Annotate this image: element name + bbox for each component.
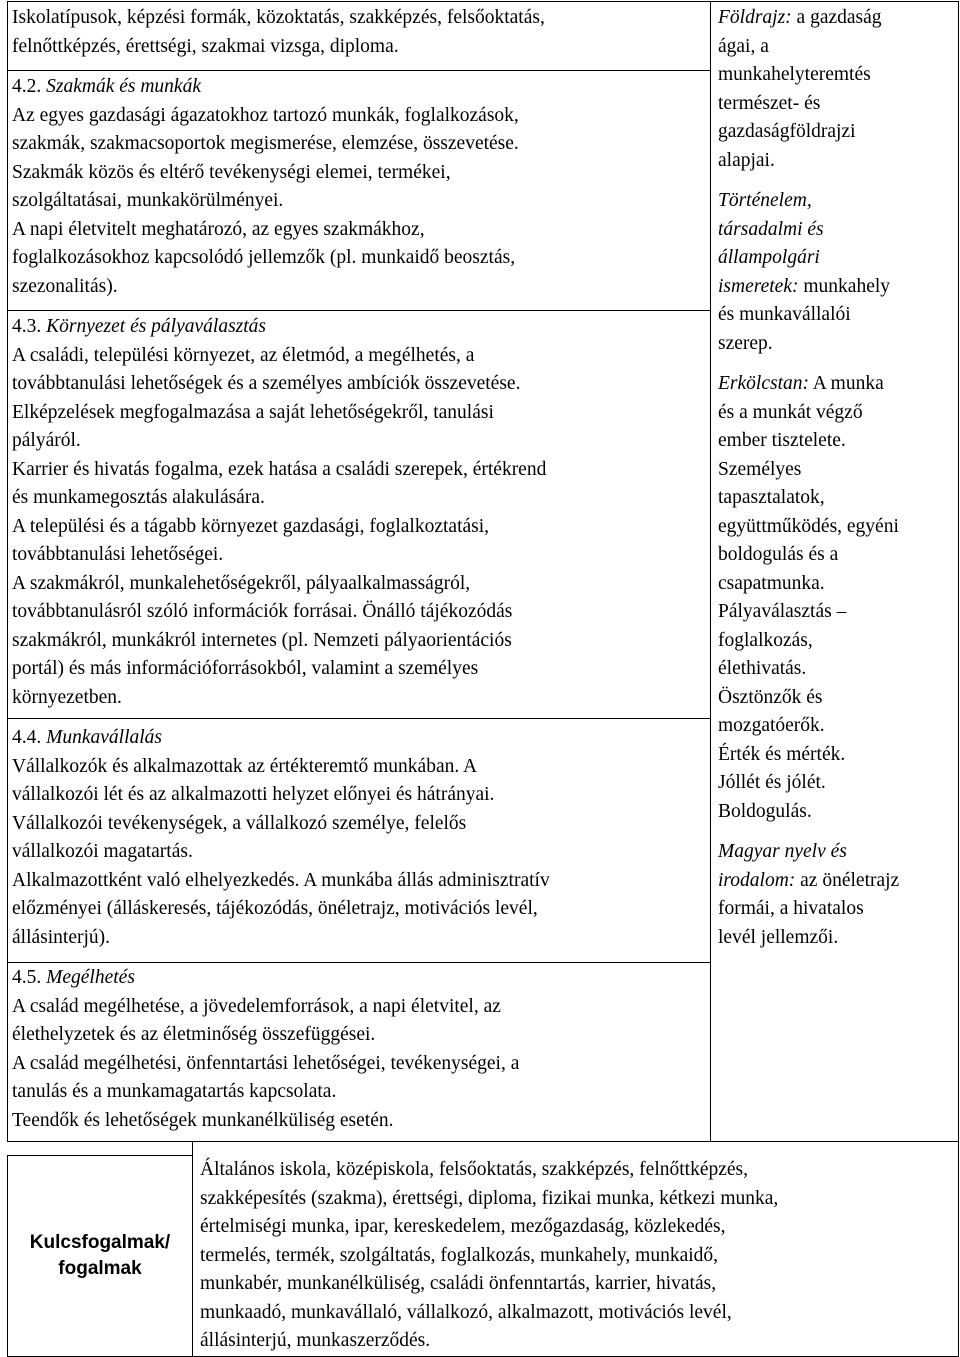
line-text: az önéletrajz bbox=[795, 869, 900, 891]
spacer bbox=[12, 61, 707, 73]
text-line bbox=[718, 655, 956, 684]
line-text: Elképzelések megfogalmazása a saját lehetőségekről, tanulási bbox=[12, 401, 494, 423]
line-text: és a munkát végző bbox=[718, 401, 863, 423]
line-text: csapatmunka. bbox=[718, 572, 825, 594]
line-text: Vállalkozók és alkalmazottak az értékteremtő munkában. A bbox=[12, 755, 478, 777]
keywords-heading-line1: Kulcsfogalmak/ bbox=[29, 1232, 171, 1253]
line-text: a gazdaság bbox=[791, 7, 882, 28]
text-line bbox=[12, 342, 707, 371]
text-line bbox=[12, 313, 707, 342]
line-text: mozgatóerők. bbox=[718, 715, 825, 736]
line-text: Érték és mérték. bbox=[718, 743, 846, 765]
text-line bbox=[718, 273, 956, 302]
line-text: A családi, települési környezet, az életmód, a megélhetés, a bbox=[12, 344, 475, 366]
keyword-line: Általános iskola, középiskola, felsőoktatás, szakképzés, felnőttképzés, bbox=[200, 1159, 748, 1180]
text-line bbox=[718, 61, 956, 90]
line-text: továbbtanulási lehetőségei. bbox=[12, 544, 224, 565]
text-line bbox=[12, 216, 707, 245]
text-line bbox=[12, 753, 707, 782]
line-text: szolgáltatásai, munkakörülményei. bbox=[12, 190, 284, 211]
border-right bbox=[958, 1, 959, 1357]
line-text: foglalkozásokhoz kapcsolódó jellemzők (pl. munkaidő beosztás, bbox=[12, 247, 516, 268]
line-text: állásinterjú). bbox=[12, 926, 111, 948]
text-line bbox=[12, 159, 707, 188]
line-text: A szakmákról, munkalehetőségekről, pályaalkalmasságról, bbox=[12, 572, 471, 594]
text-line bbox=[12, 924, 707, 953]
subject-label: ismeretek: bbox=[718, 275, 799, 297]
text-line bbox=[12, 244, 707, 273]
line-text: A települési és a tágabb környezet gazdasági, foglalkoztatási, bbox=[12, 515, 490, 537]
text-line bbox=[12, 484, 707, 513]
keyword-line: állásinterjú, munkaszerződés. bbox=[200, 1330, 431, 1351]
text-line bbox=[718, 118, 956, 147]
line-text: pályáról. bbox=[12, 430, 81, 451]
text-line bbox=[718, 4, 956, 33]
text-line bbox=[12, 993, 707, 1022]
text-line bbox=[12, 838, 707, 867]
keywords-heading-line2: fogalmak bbox=[58, 1258, 142, 1279]
text-line bbox=[12, 570, 707, 599]
text-line bbox=[718, 216, 956, 245]
keywords-list bbox=[200, 1156, 956, 1356]
text-line bbox=[718, 187, 956, 216]
line-text: továbbtanulásról szóló információk forrásai. Önálló tájékozódás bbox=[12, 601, 513, 622]
main-content-column bbox=[12, 4, 707, 1135]
line-text: A család megélhetési, önfenntartási lehetőségei, tevékenységei, a bbox=[12, 1052, 520, 1074]
line-text: és munkamegosztás alakulására. bbox=[12, 487, 265, 508]
subject-label: Földrajz: bbox=[718, 7, 792, 28]
subject-label: Magyar nyelv és bbox=[718, 841, 847, 862]
text-line bbox=[718, 399, 956, 428]
text-line bbox=[12, 1078, 707, 1107]
subject-label: Történelem, bbox=[718, 190, 812, 211]
text-line bbox=[718, 598, 956, 627]
text-line bbox=[12, 655, 707, 684]
text-line bbox=[12, 867, 707, 896]
text-line bbox=[718, 301, 956, 330]
text-line bbox=[12, 781, 707, 810]
line-text: boldogulás és a bbox=[718, 544, 839, 565]
text-line bbox=[718, 484, 956, 513]
text-line bbox=[12, 73, 707, 102]
line-text: szerep. bbox=[718, 332, 773, 354]
text-line bbox=[718, 570, 956, 599]
text-line bbox=[12, 187, 707, 216]
text-line bbox=[718, 769, 956, 798]
text-line bbox=[12, 684, 707, 713]
kulcs-box-right bbox=[192, 1141, 193, 1357]
line-text: élethelyzetek és az életminőség összefüggései. bbox=[12, 1024, 376, 1045]
line-text: szakmákról, munkákról internetes (pl. Nemzeti pályaorientációs bbox=[12, 629, 512, 651]
line-text: Az egyes gazdasági ágazatokhoz tartozó munkák, foglalkozások, bbox=[12, 104, 519, 126]
line-text: Szakmák közös és eltérő tevékenységi elemei, termékei, bbox=[12, 161, 451, 183]
text-line bbox=[718, 684, 956, 713]
subject-label: társadalmi és bbox=[718, 218, 824, 240]
line-text: vállalkozói lét és az alkalmazotti helyzet előnyei és hátrányai. bbox=[12, 784, 495, 805]
text-line bbox=[12, 964, 707, 993]
text-line bbox=[718, 244, 956, 273]
text-line bbox=[718, 330, 956, 359]
text-line bbox=[718, 541, 956, 570]
line-text: Személyes bbox=[718, 458, 802, 480]
text-line bbox=[718, 370, 956, 399]
text-line bbox=[12, 427, 707, 456]
text-line bbox=[718, 838, 956, 867]
text-line bbox=[12, 1107, 707, 1136]
text-line bbox=[718, 456, 956, 485]
spacer bbox=[12, 301, 707, 313]
text-line bbox=[718, 513, 956, 542]
line-text: alapjai. bbox=[718, 149, 775, 171]
line-text: Karrier és hivatás fogalma, ezek hatása a családi szerepek, értékrend bbox=[12, 458, 547, 480]
section-title: Szakmák és munkák bbox=[46, 76, 201, 97]
text-line bbox=[12, 810, 707, 839]
text-line bbox=[12, 1021, 707, 1050]
keyword-line: szakképesítés (szakma), érettségi, diploma, fizikai munka, kétkezi munka, bbox=[200, 1187, 779, 1209]
text-line bbox=[718, 895, 956, 924]
text-line bbox=[718, 741, 956, 770]
line-text: továbbtanulási lehetőségek és a személyes ambíciók összevetése. bbox=[12, 373, 521, 394]
line-text: vállalkozói magatartás. bbox=[12, 841, 193, 862]
line-text: ember tisztelete. bbox=[718, 430, 846, 451]
text-line bbox=[12, 130, 707, 159]
text-line bbox=[12, 627, 707, 656]
line-text: Vállalkozói tevékenységek, a vállalkozó személye, felelős bbox=[12, 812, 467, 834]
keyword-line: munkaadó, munkavállaló, vállalkozó, alkalmazott, motivációs levél, bbox=[200, 1301, 732, 1323]
keyword-line: termelés, termék, szolgáltatás, foglalkozás, munkahely, munkaidő, bbox=[200, 1244, 719, 1266]
line-text: természet- és bbox=[718, 92, 821, 114]
line-text: szezonalitás). bbox=[12, 275, 118, 297]
text-line bbox=[12, 541, 707, 570]
text-line bbox=[718, 798, 956, 827]
border-top bbox=[7, 1, 959, 2]
text-line bbox=[12, 33, 707, 62]
line-text: Alkalmazottként való elhelyezkedés. A munkába állás adminisztratív bbox=[12, 869, 550, 891]
line-text: 4.4. bbox=[12, 727, 47, 748]
text-line bbox=[718, 627, 956, 656]
line-text: 4.3. bbox=[12, 316, 47, 337]
keyword-line: értelmiségi munka, ipar, kereskedelem, mezőgazdaság, közlekedés, bbox=[200, 1216, 726, 1237]
border-left-upper bbox=[7, 1, 8, 1141]
subject-label: Erkölcstan: bbox=[718, 373, 809, 394]
text-line bbox=[718, 427, 956, 456]
keywords-heading bbox=[8, 1230, 192, 1282]
line-text: Jóllét és jólét. bbox=[718, 772, 826, 793]
text-line bbox=[12, 4, 707, 33]
line-text: Boldogulás. bbox=[718, 800, 812, 822]
spacer bbox=[718, 175, 956, 187]
cross-curricular-column bbox=[718, 4, 956, 952]
line-text: foglalkozás, bbox=[718, 629, 813, 651]
line-text: A család megélhetése, a jövedelemforrások, a napi életvitel, az bbox=[12, 995, 501, 1017]
line-text: 4.5. bbox=[12, 967, 47, 988]
line-text: együttműködés, egyéni bbox=[718, 515, 899, 537]
line-text: 4.2. bbox=[12, 76, 47, 97]
line-text: szakmák, szakmacsoportok megismerése, elemzése, összevetése. bbox=[12, 133, 519, 154]
line-text: tanulás és a munkamagatartás kapcsolata. bbox=[12, 1081, 337, 1102]
line-text: A napi életvitelt meghatározó, az egyes szakmákhoz, bbox=[12, 218, 425, 240]
line-text: előzményei (álláskeresés, tájékozódás, önéletrajz, motivációs levél, bbox=[12, 898, 538, 919]
kulcs-box-top bbox=[7, 1155, 193, 1156]
text-line bbox=[12, 1050, 707, 1079]
text-line bbox=[12, 724, 707, 753]
line-text: Iskolatípusok, képzési formák, közoktatás, szakképzés, felsőoktatás, bbox=[12, 7, 545, 28]
row-divider-main bbox=[7, 1141, 959, 1142]
line-text: formái, a hivatalos bbox=[718, 898, 864, 919]
text-line bbox=[718, 867, 956, 896]
line-text: munkahely bbox=[798, 275, 891, 297]
text-line bbox=[718, 712, 956, 741]
section-title: Megélhetés bbox=[46, 967, 135, 988]
spacer bbox=[12, 952, 707, 964]
line-text: munkahelyteremtés bbox=[718, 64, 871, 85]
spacer bbox=[718, 826, 956, 838]
keyword-line: munkabér, munkanélküliség, családi önfenntartás, karrier, hivatás, bbox=[200, 1273, 717, 1294]
line-text: portál) és más információforrásokból, valamint a személyes bbox=[12, 658, 479, 679]
line-text: gazdaságföldrajzi bbox=[718, 121, 856, 142]
subject-label: irodalom: bbox=[718, 869, 796, 891]
text-line bbox=[12, 895, 707, 924]
line-text: levél jellemzői. bbox=[718, 926, 839, 948]
section-title: Munkavállalás bbox=[46, 727, 163, 748]
line-text: élethivatás. bbox=[718, 658, 807, 679]
text-line bbox=[718, 90, 956, 119]
line-text: Teendők és lehetőségek munkanélküliség esetén. bbox=[12, 1109, 394, 1131]
text-line bbox=[718, 924, 956, 953]
line-text: A munka bbox=[808, 373, 884, 394]
text-line bbox=[12, 513, 707, 542]
text-line bbox=[12, 456, 707, 485]
line-text: Ösztönzők és bbox=[718, 686, 823, 708]
spacer bbox=[718, 358, 956, 370]
subject-label: állampolgári bbox=[718, 247, 820, 268]
text-line bbox=[12, 598, 707, 627]
section-title: Környezet és pályaválasztás bbox=[46, 316, 267, 337]
line-text: és munkavállalói bbox=[718, 304, 851, 325]
column-divider bbox=[710, 1, 711, 1141]
text-line bbox=[718, 33, 956, 62]
text-line bbox=[12, 370, 707, 399]
line-text: ágai, a bbox=[718, 35, 769, 57]
text-line bbox=[12, 273, 707, 302]
text-line bbox=[12, 399, 707, 428]
text-line bbox=[12, 102, 707, 131]
spacer bbox=[12, 712, 707, 724]
text-line bbox=[718, 147, 956, 176]
line-text: Pályaválasztás – bbox=[718, 601, 847, 622]
line-text: tapasztalatok, bbox=[718, 487, 825, 508]
line-text: felnőttképzés, érettségi, szakmai vizsga, diploma. bbox=[12, 35, 399, 57]
line-text: környezetben. bbox=[12, 686, 122, 708]
